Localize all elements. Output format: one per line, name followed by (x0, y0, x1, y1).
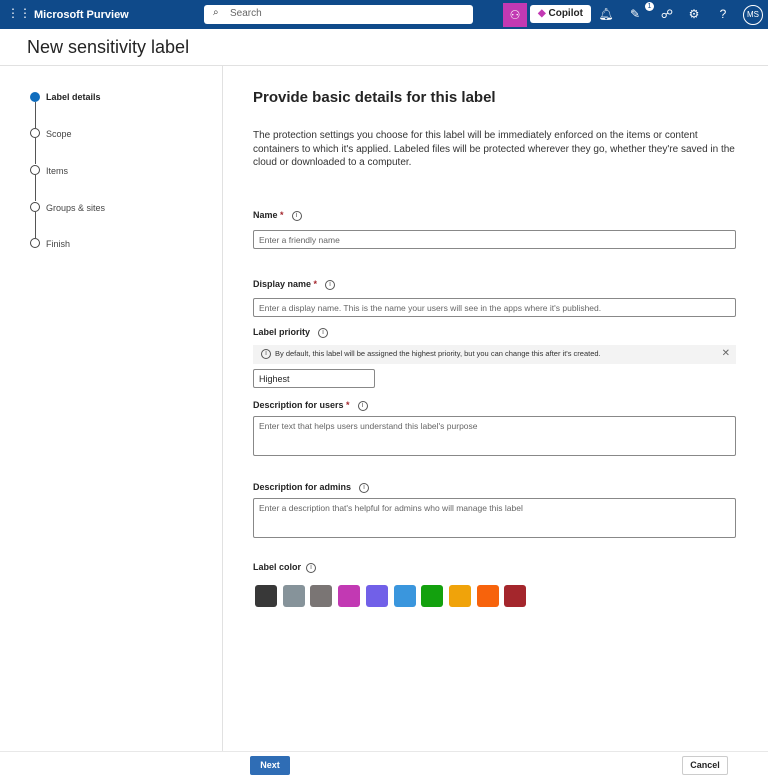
notification-badge: 1 (645, 2, 654, 11)
label-priority-label (253, 327, 328, 338)
search-icon: ⌕ (213, 7, 219, 18)
divider (0, 65, 768, 66)
step-groups-sites[interactable]: Groups & sites (46, 203, 106, 213)
step-connector (35, 212, 36, 238)
info-icon[interactable]: i (292, 211, 302, 221)
color-swatch[interactable] (394, 585, 416, 607)
desc-users-textarea[interactable]: Enter text that helps users understand this label's purpose (253, 416, 736, 456)
name-label-text: Name (253, 210, 278, 220)
color-swatch[interactable] (421, 585, 443, 607)
copilot-icon: ◆ (538, 8, 546, 19)
priority-input[interactable]: Highest (253, 369, 375, 388)
cancel-button[interactable]: Cancel (682, 756, 728, 775)
info-icon[interactable]: i (359, 483, 369, 493)
copilot-agent-button[interactable]: ⚇ (503, 3, 527, 27)
info-icon[interactable]: i (318, 328, 328, 338)
name-label (253, 210, 302, 221)
step-connector (35, 102, 36, 128)
step-connector (35, 175, 36, 201)
desc-admins-textarea[interactable]: Enter a description that's helpful for admins who will manage this label (253, 498, 736, 538)
search-placeholder: Search (230, 8, 262, 19)
priority-notice (253, 345, 736, 364)
avatar[interactable]: MS (743, 5, 763, 25)
step-icon (30, 128, 40, 138)
color-swatch[interactable] (338, 585, 360, 607)
color-swatch[interactable] (310, 585, 332, 607)
step-scope[interactable]: Scope (46, 129, 72, 139)
page-title: New sensitivity label (27, 37, 190, 57)
step-connector (35, 138, 36, 164)
info-icon[interactable]: i (306, 563, 316, 573)
app-launcher-icon[interactable]: ⋮⋮ (7, 6, 31, 20)
divider (222, 66, 223, 751)
step-icon (30, 202, 40, 212)
color-swatch[interactable] (504, 585, 526, 607)
search-input[interactable] (204, 5, 473, 24)
app-name: Microsoft Purview (34, 9, 129, 21)
required-mark: * (346, 400, 350, 410)
top-bar (0, 0, 768, 29)
required-mark: * (280, 210, 284, 220)
color-swatch[interactable] (255, 585, 277, 607)
close-icon[interactable]: ✕ (721, 348, 730, 359)
info-icon: i (261, 349, 271, 359)
form-description: The protection settings you choose for this label will be immediately enforced on the items or content containers to which it's applied. Labeled files will be protected wherever they go, whether they're saved in the cloud or downloaded to a computer. (253, 130, 735, 168)
color-swatch[interactable] (283, 585, 305, 607)
color-label-text: Label color (253, 562, 302, 572)
desc-admins-label (253, 482, 369, 493)
copilot-button[interactable] (530, 5, 591, 23)
display-name-label (253, 279, 335, 290)
connections-icon[interactable]: ☍ (660, 7, 674, 21)
step-icon (30, 238, 40, 248)
step-icon (30, 165, 40, 175)
info-icon[interactable]: i (325, 280, 335, 290)
gear-icon[interactable]: ⚙ (688, 7, 700, 21)
required-mark: * (313, 279, 318, 289)
color-swatch[interactable] (366, 585, 388, 607)
desc-users-label (253, 400, 368, 411)
help-icon[interactable]: ? (719, 7, 727, 21)
step-label-details[interactable]: Label details (46, 92, 101, 102)
color-swatch[interactable] (449, 585, 471, 607)
step-items[interactable]: Items (46, 166, 69, 176)
form-heading: Provide basic details for this label (253, 89, 496, 106)
copilot-label: Copilot (548, 8, 583, 19)
desc-users-label-text: Description for users (253, 400, 344, 410)
color-swatch[interactable] (477, 585, 499, 607)
step-active-icon (30, 92, 40, 102)
label-color-label (253, 562, 316, 573)
whats-new-icon[interactable]: ✎ (629, 7, 641, 21)
step-finish[interactable]: Finish (46, 239, 71, 249)
next-button[interactable]: Next (250, 756, 290, 775)
bell-icon[interactable]: 🔔︎ (598, 7, 614, 21)
priority-notice-text: By default, this label will be assigned the highest priority, but you can change this after it's created. (275, 349, 601, 358)
priority-label-text: Label priority (253, 327, 311, 337)
display-name-input[interactable]: Enter a display name. This is the name your users will see in the apps where it's published. (253, 298, 736, 317)
name-input[interactable]: Enter a friendly name (253, 230, 736, 249)
footer-divider (0, 751, 768, 752)
desc-admins-label-text: Description for admins (253, 482, 352, 492)
info-icon[interactable]: i (358, 401, 368, 411)
display-name-label-text: Display name (253, 279, 312, 289)
